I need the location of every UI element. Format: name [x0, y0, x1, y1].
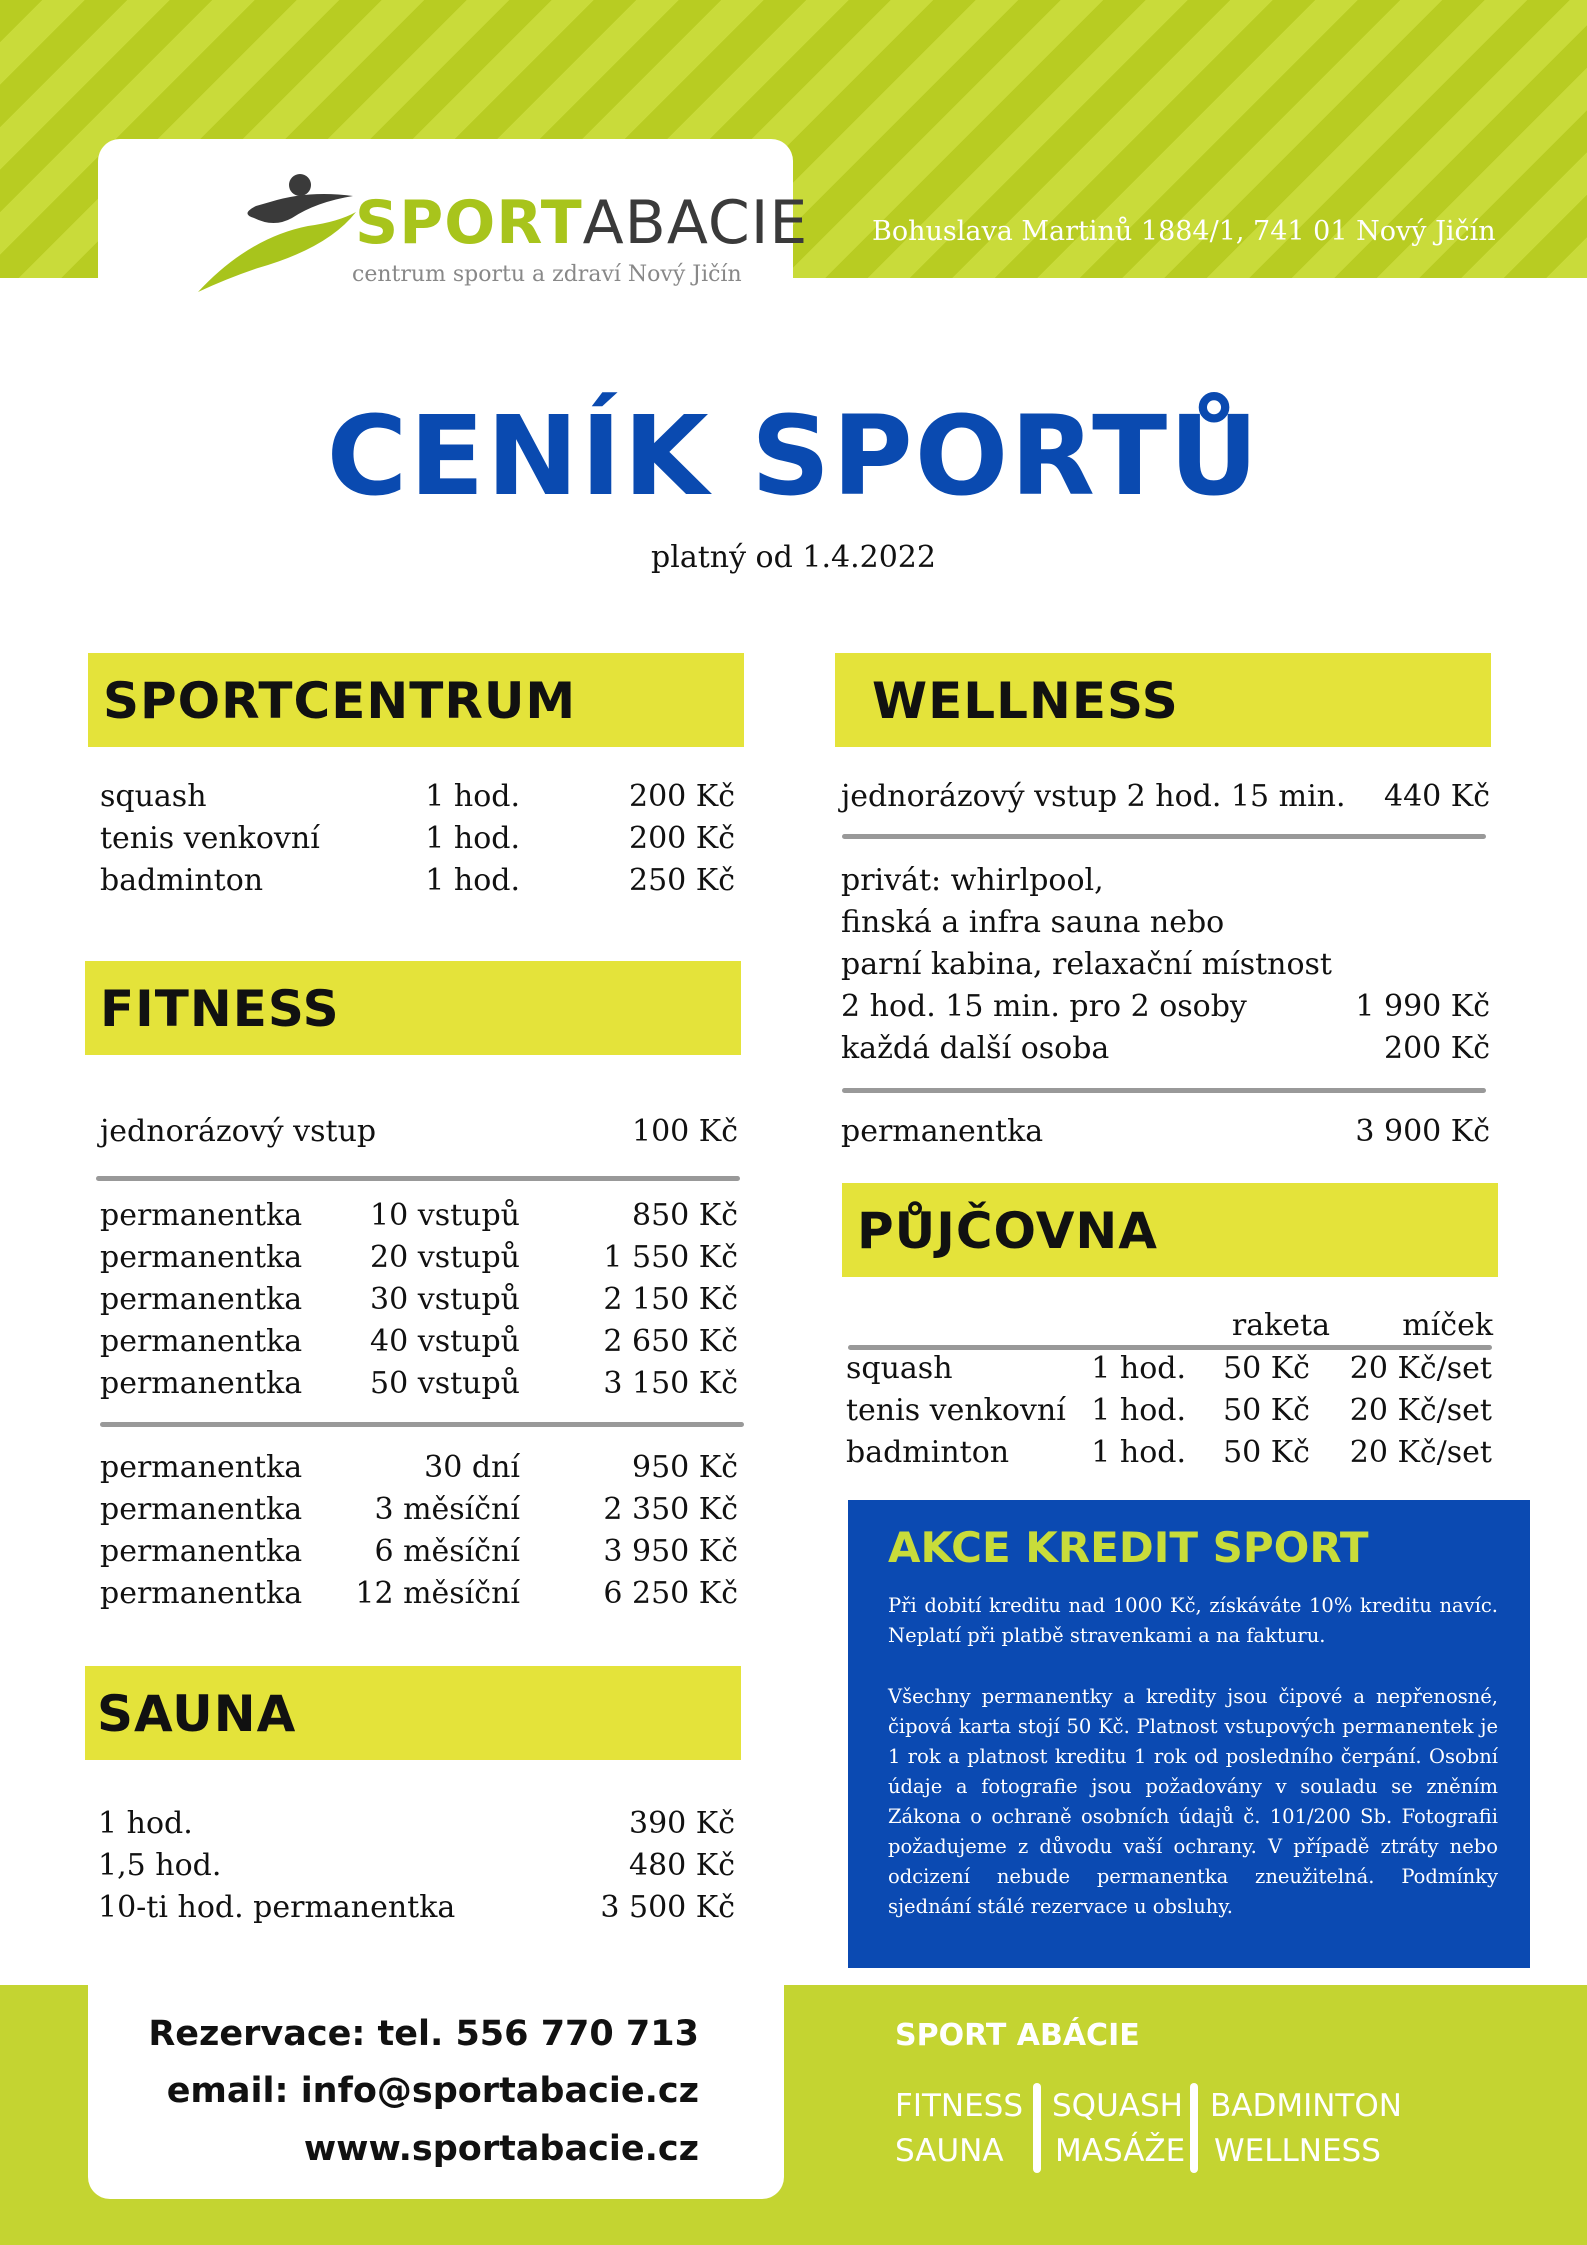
fitness-entry-3-label: permanentka: [100, 1282, 303, 1317]
wellness-single-label: jednorázový vstup 2 hod. 15 min.: [841, 779, 1346, 814]
fitness-period-2-duration: 3 měsíční: [374, 1492, 520, 1527]
sportcentrum-row-2-name: tenis venkovní: [100, 821, 320, 856]
sportcentrum-row-2-price: 200 Kč: [628, 821, 735, 856]
rental-row-3-ball: 20 Kč/set: [1349, 1435, 1492, 1470]
promo-title: AKCE KREDIT SPORT: [888, 1523, 1369, 1572]
sauna-row-1-price: 390 Kč: [628, 1806, 735, 1841]
page-title: CENÍK SPORTŮ: [326, 392, 1261, 520]
wellness-private-line-1: privát: whirlpool,: [841, 863, 1104, 898]
valid-from: platný od 1.4.2022: [651, 540, 936, 575]
fitness-entry-1-price: 850 Kč: [631, 1198, 738, 1233]
footer-sauna: SAUNA: [895, 2133, 1004, 2169]
sportcentrum-row-2-duration: 1 hod.: [425, 821, 520, 856]
contact-email[interactable]: email: info@sportabacie.cz: [166, 2071, 699, 2111]
wellness-pass-price: 3 900 Kč: [1355, 1114, 1490, 1149]
fitness-period-1-duration: 30 dní: [424, 1450, 520, 1485]
fitness-entry-4-count: 40 vstupů: [370, 1324, 520, 1359]
wellness-extra-person-price: 200 Kč: [1383, 1031, 1490, 1066]
logo-runner-icon: [188, 168, 363, 296]
fitness-entry-1-label: permanentka: [100, 1198, 303, 1233]
rental-row-1-name: squash: [846, 1351, 953, 1386]
wellness-private-line-3: parní kabina, relaxační místnost: [841, 947, 1332, 982]
sauna-row-2-price: 480 Kč: [628, 1848, 735, 1883]
fitness-entry-3-count: 30 vstupů: [370, 1282, 520, 1317]
footer-squash: SQUASH: [1052, 2088, 1183, 2124]
contact-website[interactable]: www.sportabacie.cz: [303, 2129, 699, 2169]
fitness-period-4-price: 6 250 Kč: [603, 1576, 738, 1611]
promo-paragraph-1: Při dobití kreditu nad 1000 Kč, získáváte 10% kreditu navíc. Neplatí při platbě stravenkami a na fakturu.: [888, 1594, 1498, 1647]
section-title-wellness: WELLNESS: [872, 672, 1179, 730]
fitness-period-1-label: permanentka: [100, 1450, 303, 1485]
rental-row-3-duration: 1 hod.: [1091, 1435, 1186, 1470]
logo-word-sport: SPORT: [355, 188, 583, 258]
rental-row-2-name: tenis venkovní: [846, 1393, 1066, 1428]
fitness-entry-3-price: 2 150 Kč: [603, 1282, 738, 1317]
footer-badminton: BADMINTON: [1210, 2088, 1402, 2124]
wellness-single-price: 440 Kč: [1383, 779, 1490, 814]
fitness-entry-5-count: 50 vstupů: [370, 1366, 520, 1401]
contact-phone[interactable]: Rezervace: tel. 556 770 713: [148, 2014, 699, 2054]
section-title-rental: PŮJČOVNA: [857, 1202, 1158, 1260]
section-title-fitness: FITNESS: [100, 980, 340, 1038]
sportcentrum-row-1-price: 200 Kč: [628, 779, 735, 814]
divider: [96, 1176, 740, 1181]
divider: [100, 1422, 744, 1427]
sportcentrum-row-3-name: badminton: [100, 863, 264, 898]
sauna-row-2-label: 1,5 hod.: [98, 1848, 222, 1883]
rental-col-ball: míček: [1402, 1308, 1493, 1343]
fitness-period-4-duration: 12 měsíční: [355, 1576, 520, 1611]
fitness-period-2-label: permanentka: [100, 1492, 303, 1527]
wellness-private-line-2: finská a infra sauna nebo: [841, 905, 1225, 940]
footer-title: SPORT ABÁCIE: [895, 2018, 1140, 2053]
address: Bohuslava Martinů 1884/1, 741 01 Nový Jičín: [872, 216, 1496, 247]
sauna-row-3-label: 10-ti hod. permanentka: [98, 1890, 456, 1925]
fitness-period-3-price: 3 950 Kč: [603, 1534, 738, 1569]
rental-row-1-ball: 20 Kč/set: [1349, 1351, 1492, 1386]
fitness-single-label: jednorázový vstup: [100, 1114, 377, 1149]
rental-row-2-ball: 20 Kč/set: [1349, 1393, 1492, 1428]
sauna-row-1-label: 1 hod.: [98, 1806, 193, 1841]
fitness-entry-2-label: permanentka: [100, 1240, 303, 1275]
sauna-row-3-price: 3 500 Kč: [600, 1890, 735, 1925]
footer-masaze: MASÁŽE: [1055, 2133, 1186, 2169]
rental-row-3-racket: 50 Kč: [1223, 1435, 1310, 1470]
fitness-period-1-price: 950 Kč: [631, 1450, 738, 1485]
footer-wellness: WELLNESS: [1214, 2133, 1381, 2169]
rental-row-3-name: badminton: [846, 1435, 1010, 1470]
rental-row-2-racket: 50 Kč: [1223, 1393, 1310, 1428]
logo-wordmark: [355, 188, 808, 258]
fitness-period-3-duration: 6 měsíční: [374, 1534, 520, 1569]
fitness-period-3-label: permanentka: [100, 1534, 303, 1569]
fitness-entry-5-price: 3 150 Kč: [603, 1366, 738, 1401]
section-title-sauna: SAUNA: [97, 1685, 297, 1743]
footer-divider: [1033, 2083, 1041, 2173]
fitness-single-price: 100 Kč: [631, 1114, 738, 1149]
sportcentrum-row-1-duration: 1 hod.: [425, 779, 520, 814]
wellness-extra-person-label: každá další osoba: [841, 1031, 1110, 1066]
promo-paragraph-2: Všechny permanentky a kredity jsou čipové a nepřenosné, čipová karta stojí 50 Kč. Platnost vstupových permanentek je 1 rok a platnost kreditu 1 rok od posledního čerpání. Osobní údaje a fotografie jsou požadovány v souladu se zněním Zákona o ochraně osobních údajů č. 101/200 Sb. Fotografii požadujeme z důvodu vaší ochrany. V případě ztráty nebo odcizení nebude permanentka zneužitelná. Podmínky sjednání stálé rezervace u obsluhy.: [888, 1685, 1498, 1918]
fitness-entry-2-price: 1 550 Kč: [603, 1240, 738, 1275]
logo-word-abacie: ABACIE: [582, 188, 809, 258]
rental-row-1-racket: 50 Kč: [1223, 1351, 1310, 1386]
footer-divider: [1190, 2083, 1198, 2173]
sportcentrum-row-3-duration: 1 hod.: [425, 863, 520, 898]
wellness-private-price: 1 990 Kč: [1355, 989, 1490, 1024]
rental-col-racket: raketa: [1231, 1308, 1330, 1343]
fitness-entry-4-label: permanentka: [100, 1324, 303, 1359]
sportcentrum-row-3-price: 250 Kč: [628, 863, 735, 898]
divider: [842, 1088, 1486, 1093]
section-title-sportcentrum: SPORTCENTRUM: [103, 672, 577, 730]
rental-row-2-duration: 1 hod.: [1091, 1393, 1186, 1428]
logo-subtitle: centrum sportu a zdraví Nový Jičín: [352, 262, 742, 287]
divider: [842, 834, 1486, 839]
wellness-pass-label: permanentka: [841, 1114, 1044, 1149]
sportcentrum-row-1-name: squash: [100, 779, 207, 814]
fitness-entry-5-label: permanentka: [100, 1366, 303, 1401]
fitness-entry-1-count: 10 vstupů: [370, 1198, 520, 1233]
fitness-entry-2-count: 20 vstupů: [370, 1240, 520, 1275]
fitness-period-4-label: permanentka: [100, 1576, 303, 1611]
fitness-entry-4-price: 2 650 Kč: [603, 1324, 738, 1359]
fitness-period-2-price: 2 350 Kč: [603, 1492, 738, 1527]
rental-row-1-duration: 1 hod.: [1091, 1351, 1186, 1386]
footer-fitness: FITNESS: [895, 2088, 1024, 2124]
wellness-private-price-label: 2 hod. 15 min. pro 2 osoby: [841, 989, 1247, 1024]
